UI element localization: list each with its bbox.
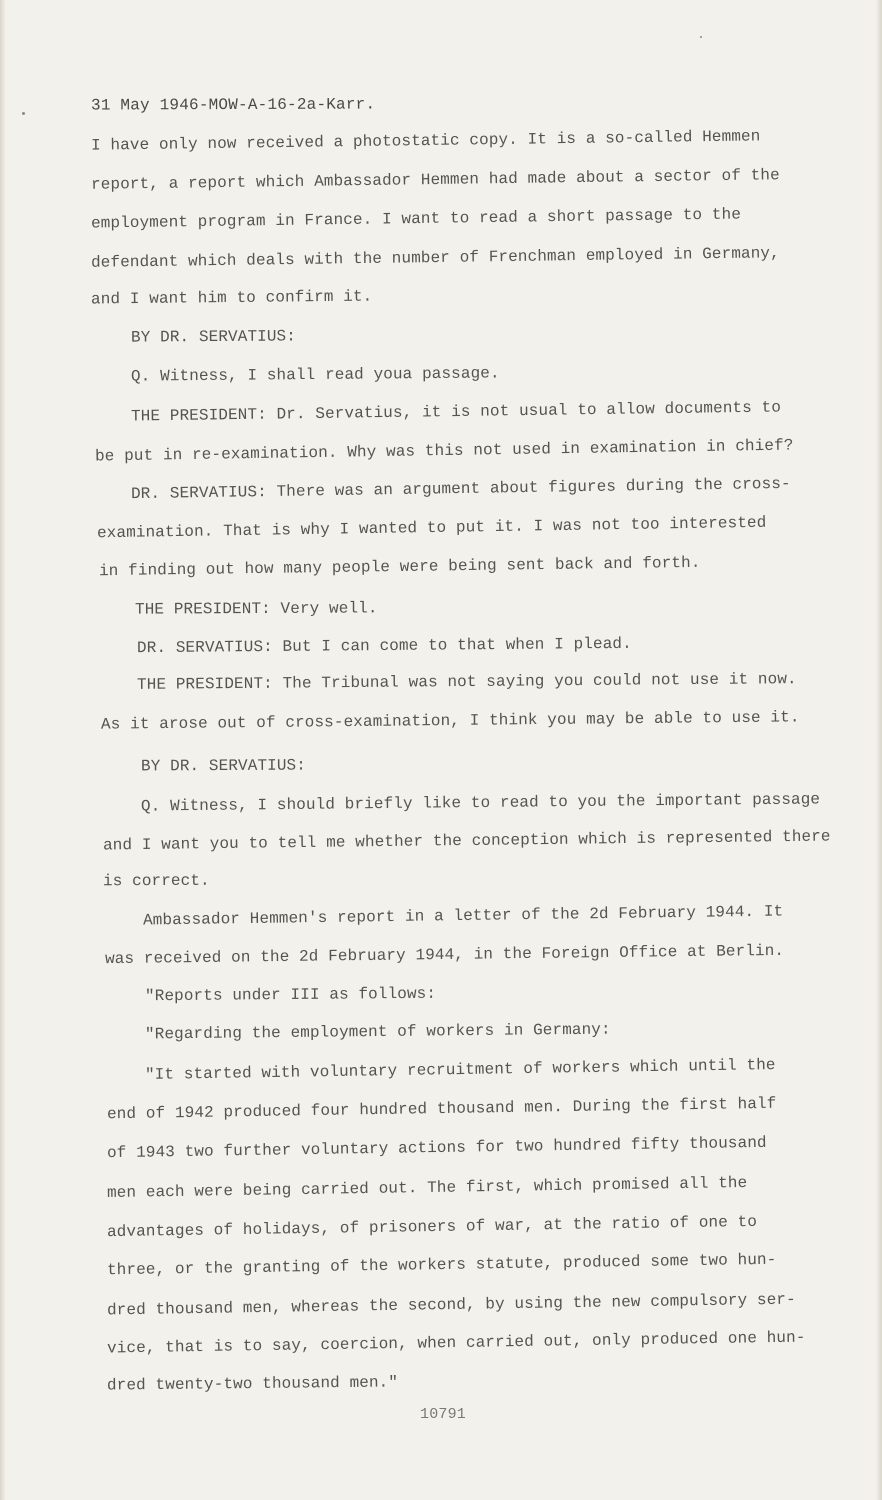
speaker-heading: BY DR. SERVATIUS:: [130, 327, 296, 347]
margin-mark: [22, 112, 25, 115]
page-edge-right: [876, 0, 882, 1500]
quote-line: men each were being carried out. The first, which promised all the: [106, 1173, 748, 1203]
body-line: was received on the 2d February 1944, in the Foreign Office at Berlin.: [104, 941, 785, 969]
body-line: I have only now received a photostatic copy. It is a so-called Hemmen: [90, 127, 761, 155]
quote-line: "It started with voluntary recruitment of workers which until the: [144, 1056, 776, 1084]
body-line: report, a report which Ambassador Hemmen had made about a sector of the: [90, 166, 780, 194]
body-line: defendant which deals with the number of Frenchman employed in Germany,: [90, 244, 780, 272]
quote-line: dred twenty-two thousand men.": [106, 1373, 399, 1395]
body-line: be put in re-examination. Why was this not used in examination in chief?: [94, 436, 794, 466]
page-number: 10791: [420, 1406, 467, 1423]
body-line: employment program in France. I want to read a short passage to the: [90, 205, 742, 233]
body-line: examination. That is why I wanted to put it. I was not too interested: [96, 513, 767, 543]
body-line: THE PRESIDENT: Very well.: [134, 599, 378, 619]
body-line: in finding out how many people were being sent back and forth.: [98, 553, 701, 581]
margin-mark: [700, 36, 702, 38]
body-line: As it arose out of cross-examination, I think you may be able to use it.: [100, 708, 800, 734]
body-line: Ambassador Hemmen's report in a letter of the 2d February 1944. It: [142, 902, 784, 930]
document-header: 31 May 1946-MOW-A-16-2a-Karr.: [90, 95, 376, 115]
quote-line: of 1943 two further voluntary actions for two hundred fifty thousand: [106, 1133, 767, 1163]
body-line: THE PRESIDENT: Dr. Servatius, it is not usual to allow documents to: [130, 398, 782, 426]
page-edge-left: [0, 0, 6, 1500]
quote-line: three, or the granting of the workers statute, produced some two hun-: [106, 1250, 777, 1280]
body-line: and I want you to tell me whether the conception which is represented there: [102, 827, 831, 855]
body-line: Q. Witness, I should briefly like to read to you the important passage: [140, 790, 821, 816]
quote-line: "Regarding the employment of workers in Germany:: [144, 1020, 611, 1044]
quote-line: vice, that is to say, coercion, when carried out, only produced one hun-: [106, 1328, 806, 1358]
body-line: Q. Witness, I shall read youa passage.: [130, 364, 500, 386]
quote-line: "Reports under III as follows:: [144, 984, 437, 1006]
quote-line: advantages of holidays, of prisoners of war, at the ratio of one to: [106, 1212, 758, 1242]
quote-line: dred thousand men, whereas the second, by using the new compulsory ser-: [106, 1290, 796, 1320]
body-line: DR. SERVATIUS: There was an argument about figures during the cross-: [130, 474, 791, 504]
speaker-heading: BY DR. SERVATIUS:: [140, 756, 306, 776]
body-line: and I want him to confirm it.: [90, 287, 373, 309]
body-line: is correct.: [102, 871, 210, 891]
quote-line: end of 1942 produced four hundred thousand men. During the first half: [106, 1094, 777, 1124]
body-line: DR. SERVATIUS: But I can come to that when I plead.: [136, 634, 632, 658]
body-line: THE PRESIDENT: The Tribunal was not saying you could not use it now.: [136, 670, 797, 694]
